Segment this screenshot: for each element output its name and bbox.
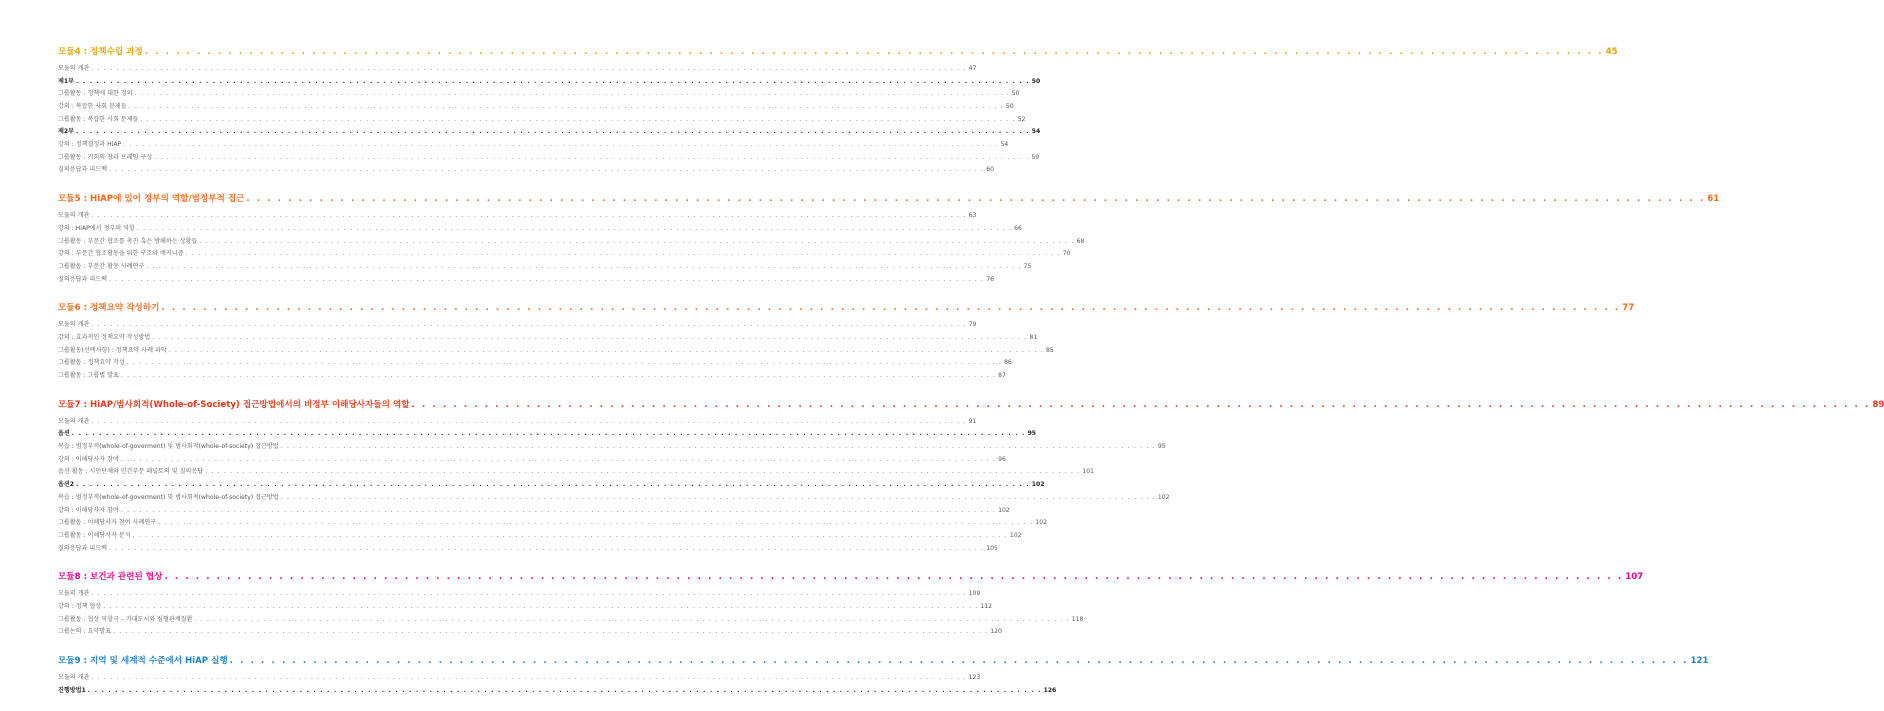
toc-entry-page-number: 102 [1035,519,1047,527]
toc-entry-title: 그룹논의 : 요약발표 [58,628,112,636]
toc-entry-page-number: 105 [986,544,998,552]
toc-entry[interactable] [58,467,1094,480]
toc-entry-title: 강의 : 이해당사자 참여 [58,506,119,514]
table-of-contents [58,44,1884,711]
module-heading-title: 모듈8 : 보건과 관련된 협상 [58,572,163,583]
toc-entry-page-number: 123 [968,674,981,682]
toc-entry-title: 그룹활동 : 이해당사자 분석 [58,531,131,539]
toc-entry[interactable] [58,543,998,556]
toc-entry-title: 모듈의 개관 [58,212,90,220]
toc-entry-title: 그룹활동 : 협상 역할극 – 거대도시와 심혈관계질환 [58,615,193,623]
toc-entry-title: 강의 : 부문간 협조활동을 위한 구조와 메커니즘 [58,250,184,258]
module-section [58,397,1884,556]
toc-part-heading[interactable] [58,76,1041,89]
toc-entry[interactable] [58,332,1038,345]
toc-entry-title: 모듈의 개관 [58,674,90,682]
toc-entry-page-number: 79 [968,321,977,329]
toc-part-heading-page-number: 126 [1043,686,1057,694]
module-heading-title: 모듈9 : 지역 및 세계적 수준에서 HiAP 실행 [58,656,228,667]
toc-part-heading[interactable] [58,685,1057,698]
toc-entry-title: 강의 : 이해당사자 참여 [58,455,119,463]
toc-entry-page-number: 59 [1031,153,1040,161]
toc-part-heading-page-number: 95 [1027,430,1037,438]
toc-part-heading[interactable] [58,428,1037,441]
dot-leader: . . . . . . . . . . . . . . . . . . . . . . . . . . . . . . . . . . . . . . . . . . . . . . . . . . . . . . . . . . . . . . . . . . . . . . . . . . . . . . . . . . . . . . . . . . . . . . . . . . . . . . . . . . . . . . . . . . . . . . . . . . . . . . . . . . . . . . . . . . . . [199,237,1075,245]
toc-entry[interactable] [58,345,1054,358]
module-heading-page-number: 107 [1625,572,1644,583]
module-heading-title: 모듈7 : HiAP/범사회적(Whole-of-Society) 접근방법에서의 비정부 이해당사자들의 역할 [58,399,410,410]
dot-leader: . . . . . . . . . . . . . . . . . . . . . . . . . . . . . . . . . . . . . . . . . . . . . . . . . . . . . . . . . . . . . . . . . . . . . . . . . . . . . . . . . . . . . . . . . . . . . . . . . . . . . . . . . . . . . . . . . . . . . . . . . . . . . . . . . . . . . . . . . . . . [76,77,1030,85]
module-heading[interactable] [58,397,1884,413]
dot-leader: . . . . . . . . . . . . . . . . . . . . . . . . . . . . . . . . . . . . . . . . . . . . . . . . . . . . . . . . . . . . . . . . . . . . . . . . . . . . . . . . . . . . . . . . . . . . . . . . . . . . . . . . . . . . . . . . . . . . . . . . . . . . . . . . . . . . . . . . . . . . [158,519,1034,527]
toc-entry[interactable] [58,152,1040,165]
dot-leader: . . . . . . . . . . . . . . . . . . . . . . . . . . . . . . . . . . . . . . . . . . . . . . . . . . . . . . . . . . . . . . . . . . . . . . . . . . . . . . . . . . . . . . . . . . . . . . . . . . . . . . . . . . . . . . . . . . . . . . . . . . . . . . . . . . . . . . . . . . . . [146,262,1022,270]
toc-entry[interactable] [58,88,1020,101]
dot-leader: . . . . . . . . . . . . . . . . . . . . . . . . . . . . . . . . . . . . . . . . . . . . . . . . . . . . . . . . . . . . . . . . . . . . . . . . . . . . . . . . . . . . . . . . . . . . . . . . . . . . . . . . . . . . . . . . . . . . . . . . . . . . . . . . . . . . . . . . . . . . [128,103,1004,111]
dot-leader: . . . . . . . . . . . . . . . . . . . . . . . . . . . . . . . . . . . . . . . . . . . . . . . . . . . . . . . . . . . . . . . . . . . . . . . . . . . . . . . . . . . . . . . . . . . . . . . . . . . . . . . . . . . . . . . . . . . . . . . . . . . . . . . . . . . . . . . . . . . . [411,399,1871,410]
toc-part-heading-title: 진행방법1 [58,686,86,694]
module-heading-page-number: 121 [1690,656,1709,667]
dot-leader: . . . . . . . . . . . . . . . . . . . . . . . . . . . . . . . . . . . . . . . . . . . . . . . . . . . . . . . . . . . . . . . . . . . . . . . . . . . . . . . . . . . . . . . . . . . . . . . . . . . . . . . . . . . . . . . . . . . . . . . . . . . . . . . . . . . . . . . . . . . . [113,628,989,636]
toc-entry-page-number: 87 [998,372,1006,380]
module-heading-page-number: 61 [1707,194,1720,205]
toc-entry-page-number: 75 [1023,262,1032,270]
dot-leader: . . . . . . . . . . . . . . . . . . . . . . . . . . . . . . . . . . . . . . . . . . . . . . . . . . . . . . . . . . . . . . . . . . . . . . . . . . . . . . . . . . . . . . . . . . . . . . . . . . . . . . . . . . . . . . . . . . . . . . . . . . . . . . . . . . . . . . . . . . . . [91,590,967,598]
toc-entry[interactable] [58,505,1010,518]
toc-entry-title: 그룹활동 : 복잡한 사회 문제들 [58,115,139,123]
dot-leader: . . . . . . . . . . . . . . . . . . . . . . . . . . . . . . . . . . . . . . . . . . . . . . . . . . . . . . . . . . . . . . . . . . . . . . . . . . . . . . . . . . . . . . . . . . . . . . . . . . . . . . . . . . . . . . . . . . . . . . . . . . . . . . . . . . . . . . . . . . . . [71,430,1026,438]
toc-entry-title: 옵션 활동 : 시민단체와 민간부문 패널토의 및 질의응답 [58,468,204,476]
toc-entry[interactable] [58,588,981,601]
toc-entry-page-number: 52 [1017,115,1026,123]
module-heading[interactable] [58,44,1618,60]
toc-entry-page-number: 85 [1045,346,1054,354]
toc-part-heading-title: 옵션2 [58,481,75,489]
toc-part-heading-title: 제1부 [58,77,75,85]
dot-leader: . . . . . . . . . . . . . . . . . . . . . . . . . . . . . . . . . . . . . . . . . . . . . . . . . . . . . . . . . . . . . . . . . . . . . . . . . . . . . . . . . . . . . . . . . . . . . . . . . . . . . . . . . . . . . . . . . . . . . . . . . . . . . . . . . . . . . . . . . . . . [109,166,985,174]
toc-part-heading-title: 옵션 [58,430,70,438]
toc-entry-title: 그룹활동 : 정책에 대한 정의 [58,90,133,98]
toc-entry[interactable] [58,626,1002,639]
dot-leader: . . . . . . . . . . . . . . . . . . . . . . . . . . . . . . . . . . . . . . . . . . . . . . . . . . . . . . . . . . . . . . . . . . . . . . . . . . . . . . . . . . . . . . . . . . . . . . . . . . . . . . . . . . . . . . . . . . . . . . . . . . . . . . . . . . . . . . . . . . . . [144,47,1604,57]
dot-leader: . . . . . . . . . . . . . . . . . . . . . . . . . . . . . . . . . . . . . . . . . . . . . . . . . . . . . . . . . . . . . . . . . . . . . . . . . . . . . . . . . . . . . . . . . . . . . . . . . . . . . . . . . . . . . . . . . . . . . . . . . . . . . . . . . . . . . . . . . . . . [205,468,1081,476]
toc-part-heading-page-number: 50 [1031,77,1041,85]
toc-entry-title: 그룹활동 : 정책요약 작성 [58,359,125,367]
dot-leader: . . . . . . . . . . . . . . . . . . . . . . . . . . . . . . . . . . . . . . . . . . . . . . . . . . . . . . . . . . . . . . . . . . . . . . . . . . . . . . . . . . . . . . . . . . . . . . . . . . . . . . . . . . . . . . . . . . . . . . . . . . . . . . . . . . . . . . . . . . . . [132,531,1008,539]
toc-entry[interactable] [58,114,1026,127]
dot-leader: . . . . . . . . . . . . . . . . . . . . . . . . . . . . . . . . . . . . . . . . . . . . . . . . . . . . . . . . . . . . . . . . . . . . . . . . . . . . . . . . . . . . . . . . . . . . . . . . . . . . . . . . . . . . . . . . . . . . . . . . . . . . . . . . . . . . . . . . . . . . [120,506,997,514]
module-heading-page-number: 45 [1605,47,1618,57]
dot-leader: . . . . . . . . . . . . . . . . . . . . . . . . . . . . . . . . . . . . . . . . . . . . . . . . . . . . . . . . . . . . . . . . . . . . . . . . . . . . . . . . . . . . . . . . . . . . . . . . . . . . . . . . . . . . . . . . . . . . . . . . . . . . . . . . . . . . . . . . . . . . [140,115,1016,123]
module-heading[interactable] [58,191,1720,207]
dot-leader: . . . . . . . . . . . . . . . . . . . . . . . . . . . . . . . . . . . . . . . . . . . . . . . . . . . . . . . . . . . . . . . . . . . . . . . . . . . . . . . . . . . . . . . . . . . . . . . . . . . . . . . . . . . . . . . . . . . . . . . . . . . . . . . . . . . . . . . . . . . . [120,372,997,380]
toc-entry-title: 그룹활동 : 이해당사자 참여 사례연구 [58,519,157,527]
dot-leader: . . . . . . . . . . . . . . . . . . . . . . . . . . . . . . . . . . . . . . . . . . . . . . . . . . . . . . . . . . . . . . . . . . . . . . . . . . . . . . . . . . . . . . . . . . . . . . . . . . . . . . . . . . . . . . . . . . . . . . . . . . . . . . . . . . . . . . . . . . . . [161,303,1621,314]
toc-entry[interactable] [58,454,1006,467]
toc-entry-page-number: 60 [986,166,995,174]
toc-entry[interactable] [58,517,1047,530]
toc-entry-page-number: 101 [1082,468,1094,476]
toc-entry[interactable] [58,63,977,76]
toc-entry-title: 모듈의 개관 [58,590,90,598]
dot-leader: . . . . . . . . . . . . . . . . . . . . . . . . . . . . . . . . . . . . . . . . . . . . . . . . . . . . . . . . . . . . . . . . . . . . . . . . . . . . . . . . . . . . . . . . . . . . . . . . . . . . . . . . . . . . . . . . . . . . . . . . . . . . . . . . . . . . . . . . . . . . [134,90,1010,98]
toc-part-heading[interactable] [58,126,1041,139]
toc-entry-title: 그룹활동 : 부문간 활동 사례연구 [58,262,145,270]
toc-entry-page-number: 109 [968,590,981,598]
toc-entry[interactable] [58,441,1166,454]
toc-entry[interactable] [58,672,981,685]
dot-leader: . . . . . . . . . . . . . . . . . . . . . . . . . . . . . . . . . . . . . . . . . . . . . . . . . . . . . . . . . . . . . . . . . . . . . . . . . . . . . . . . . . . . . . . . . . . . . . . . . . . . . . . . . . . . . . . . . . . . . . . . . . . . . . . . . . . . . . . . . . . . [152,333,1028,341]
dot-leader: . . . . . . . . . . . . . . . . . . . . . . . . . . . . . . . . . . . . . . . . . . . . . . . . . . . . . . . . . . . . . . . . . . . . . . . . . . . . . . . . . . . . . . . . . . . . . . . . . . . . . . . . . . . . . . . . . . . . . . . . . . . . . . . . . . . . . . . . . . . . [91,674,967,682]
dot-leader: . . . . . . . . . . . . . . . . . . . . . . . . . . . . . . . . . . . . . . . . . . . . . . . . . . . . . . . . . . . . . . . . . . . . . . . . . . . . . . . . . . . . . . . . . . . . . . . . . . . . . . . . . . . . . . . . . . . . . . . . . . . . . . . . . . . . . . . . . . . . [280,443,1156,451]
dot-leader: . . . . . . . . . . . . . . . . . . . . . . . . . . . . . . . . . . . . . . . . . . . . . . . . . . . . . . . . . . . . . . . . . . . . . . . . . . . . . . . . . . . . . . . . . . . . . . . . . . . . . . . . . . . . . . . . . . . . . . . . . . . . . . . . . . . . . . . . . . . . [103,602,979,610]
module-heading[interactable] [58,300,1635,316]
toc-entry[interactable] [58,139,1009,152]
dot-leader: . . . . . . . . . . . . . . . . . . . . . . . . . . . . . . . . . . . . . . . . . . . . . . . . . . . . . . . . . . . . . . . . . . . . . . . . . . . . . . . . . . . . . . . . . . . . . . . . . . . . . . . . . . . . . . . . . . . . . . . . . . . . . . . . . . . . . . . . . . . . [120,455,997,463]
dot-leader: . . . . . . . . . . . . . . . . . . . . . . . . . . . . . . . . . . . . . . . . . . . . . . . . . . . . . . . . . . . . . . . . . . . . . . . . . . . . . . . . . . . . . . . . . . . . . . . . . . . . . . . . . . . . . . . . . . . . . . . . . . . . . . . . . . . . . . . . . . . . [109,544,985,552]
toc-entry-page-number: 76 [986,275,995,283]
module-section [58,653,1709,697]
dot-leader: . . . . . . . . . . . . . . . . . . . . . . . . . . . . . . . . . . . . . . . . . . . . . . . . . . . . . . . . . . . . . . . . . . . . . . . . . . . . . . . . . . . . . . . . . . . . . . . . . . . . . . . . . . . . . . . . . . . . . . . . . . . . . . . . . . . . . . . . . . . . [91,321,967,329]
toc-entry-title: 강의 : 정책 협상 [58,602,102,610]
dot-leader: . . . . . . . . . . . . . . . . . . . . . . . . . . . . . . . . . . . . . . . . . . . . . . . . . . . . . . . . . . . . . . . . . . . . . . . . . . . . . . . . . . . . . . . . . . . . . . . . . . . . . . . . . . . . . . . . . . . . . . . . . . . . . . . . . . . . . . . . . . . . [280,493,1156,501]
dot-leader: . . . . . . . . . . . . . . . . . . . . . . . . . . . . . . . . . . . . . . . . . . . . . . . . . . . . . . . . . . . . . . . . . . . . . . . . . . . . . . . . . . . . . . . . . . . . . . . . . . . . . . . . . . . . . . . . . . . . . . . . . . . . . . . . . . . . . . . . . . . . [246,194,1706,205]
toc-entry-page-number: 118 [1071,615,1084,623]
toc-entry[interactable] [58,614,1084,627]
dot-leader: . . . . . . . . . . . . . . . . . . . . . . . . . . . . . . . . . . . . . . . . . . . . . . . . . . . . . . . . . . . . . . . . . . . . . . . . . . . . . . . . . . . . . . . . . . . . . . . . . . . . . . . . . . . . . . . . . . . . . . . . . . . . . . . . . . . . . . . . . . . . [91,417,967,425]
module-heading-page-number: 89 [1872,399,1884,410]
toc-entry-page-number: 86 [1003,359,1012,367]
module-section [58,300,1635,382]
module-heading[interactable] [58,653,1709,669]
toc-entry-page-number: 50 [1005,103,1014,111]
dot-leader: . . . . . . . . . . . . . . . . . . . . . . . . . . . . . . . . . . . . . . . . . . . . . . . . . . . . . . . . . . . . . . . . . . . . . . . . . . . . . . . . . . . . . . . . . . . . . . . . . . . . . . . . . . . . . . . . . . . . . . . . . . . . . . . . . . . . . . . . . . . . [91,64,967,72]
toc-entry-page-number: 102 [1009,531,1022,539]
toc-entry[interactable] [58,530,1022,543]
toc-entry-page-number: 81 [1029,333,1038,341]
toc-entry-page-number: 95 [1157,443,1166,451]
toc-part-heading-title: 제2부 [58,128,75,136]
dot-leader: . . . . . . . . . . . . . . . . . . . . . . . . . . . . . . . . . . . . . . . . . . . . . . . . . . . . . . . . . . . . . . . . . . . . . . . . . . . . . . . . . . . . . . . . . . . . . . . . . . . . . . . . . . . . . . . . . . . . . . . . . . . . . . . . . . . . . . . . . . . . [76,481,1030,489]
dot-leader: . . . . . . . . . . . . . . . . . . . . . . . . . . . . . . . . . . . . . . . . . . . . . . . . . . . . . . . . . . . . . . . . . . . . . . . . . . . . . . . . . . . . . . . . . . . . . . . . . . . . . . . . . . . . . . . . . . . . . . . . . . . . . . . . . . . . . . . . . . . . [109,275,985,283]
toc-entry[interactable] [58,274,995,287]
toc-entry-title: 복습 : 범정부적(whole-of-goverment) 및 범사회적(whole-of-society) 접근방법 [58,443,279,451]
toc-entry[interactable] [58,357,1012,370]
dot-leader: . . . . . . . . . . . . . . . . . . . . . . . . . . . . . . . . . . . . . . . . . . . . . . . . . . . . . . . . . . . . . . . . . . . . . . . . . . . . . . . . . . . . . . . . . . . . . . . . . . . . . . . . . . . . . . . . . . . . . . . . . . . . . . . . . . . . . . . . . . . . [123,141,999,149]
toc-entry[interactable] [58,370,1006,383]
toc-entry[interactable] [58,236,1085,249]
toc-entry-title: 질의응답과 피드백 [58,275,108,283]
toc-entry-page-number: 112 [980,602,993,610]
dot-leader: . . . . . . . . . . . . . . . . . . . . . . . . . . . . . . . . . . . . . . . . . . . . . . . . . . . . . . . . . . . . . . . . . . . . . . . . . . . . . . . . . . . . . . . . . . . . . . . . . . . . . . . . . . . . . . . . . . . . . . . . . . . . . . . . . . . . . . . . . . . . [229,656,1689,667]
dot-leader: . . . . . . . . . . . . . . . . . . . . . . . . . . . . . . . . . . . . . . . . . . . . . . . . . . . . . . . . . . . . . . . . . . . . . . . . . . . . . . . . . . . . . . . . . . . . . . . . . . . . . . . . . . . . . . . . . . . . . . . . . . . . . . . . . . . . . . . . . . . . [91,212,967,220]
dot-leader: . . . . . . . . . . . . . . . . . . . . . . . . . . . . . . . . . . . . . . . . . . . . . . . . . . . . . . . . . . . . . . . . . . . . . . . . . . . . . . . . . . . . . . . . . . . . . . . . . . . . . . . . . . . . . . . . . . . . . . . . . . . . . . . . . . . . . . . . . . . . [194,615,1070,623]
module-heading-title: 모듈6 : 정책요약 작성하기 [58,303,160,314]
toc-entry[interactable] [58,248,1071,261]
module-heading-page-number: 77 [1622,303,1635,314]
toc-entry-title: 강의 : HiAP에서 정부의 역할 [58,224,135,232]
toc-entry-title: 강의 : 복잡한 사회 문제들 [58,103,127,111]
module-section [58,44,1618,177]
dot-leader: . . . . . . . . . . . . . . . . . . . . . . . . . . . . . . . . . . . . . . . . . . . . . . . . . . . . . . . . . . . . . . . . . . . . . . . . . . . . . . . . . . . . . . . . . . . . . . . . . . . . . . . . . . . . . . . . . . . . . . . . . . . . . . . . . . . . . . . . . . . . [185,250,1061,258]
toc-entry-page-number: 68 [1076,237,1085,245]
dot-leader: . . . . . . . . . . . . . . . . . . . . . . . . . . . . . . . . . . . . . . . . . . . . . . . . . . . . . . . . . . . . . . . . . . . . . . . . . . . . . . . . . . . . . . . . . . . . . . . . . . . . . . . . . . . . . . . . . . . . . . . . . . . . . . . . . . . . . . . . . . . . [164,572,1624,583]
toc-entry-title: 강의 : 효과적인 정책요약 작성방법 [58,333,151,341]
toc-part-heading-page-number: 54 [1031,128,1041,136]
toc-entry-page-number: 102 [998,506,1010,514]
toc-entry-page-number: 66 [1014,224,1022,232]
toc-entry-page-number: 96 [998,455,1006,463]
toc-part-heading[interactable] [58,479,1045,492]
toc-entry-page-number: 102 [1157,493,1170,501]
toc-entry-title: 질의응답과 피드백 [58,544,108,552]
toc-entry-title: 그룹활동(선택사항) : 정책요약 사례 파악 [58,346,167,354]
dot-leader: . . . . . . . . . . . . . . . . . . . . . . . . . . . . . . . . . . . . . . . . . . . . . . . . . . . . . . . . . . . . . . . . . . . . . . . . . . . . . . . . . . . . . . . . . . . . . . . . . . . . . . . . . . . . . . . . . . . . . . . . . . . . . . . . . . . . . . . . . . . . [87,686,1042,694]
toc-entry-title: 질의응답과 피드백 [58,166,108,174]
toc-entry[interactable] [58,492,1170,505]
toc-entry-page-number: 91 [968,417,977,425]
module-section [58,569,1644,639]
toc-entry-page-number: 63 [968,212,977,220]
toc-entry-title: 모듈의 개관 [58,64,90,72]
toc-entry-title: 그룹활동 : 그룹별 발표 [58,372,119,380]
toc-entry-title: 모듈의 개관 [58,321,90,329]
toc-entry[interactable] [58,210,977,223]
toc-entry[interactable] [58,416,977,429]
toc-entry[interactable] [58,165,995,178]
module-section [58,191,1720,286]
module-heading-title: 모듈5 : HiAP에 있어 정부의 역할/범정부적 접근 [58,194,245,205]
dot-leader: . . . . . . . . . . . . . . . . . . . . . . . . . . . . . . . . . . . . . . . . . . . . . . . . . . . . . . . . . . . . . . . . . . . . . . . . . . . . . . . . . . . . . . . . . . . . . . . . . . . . . . . . . . . . . . . . . . . . . . . . . . . . . . . . . . . . . . . . . . . . [154,153,1030,161]
toc-part-heading-page-number: 102 [1031,481,1045,489]
toc-entry-title: 복습 : 범정부적(whole-of-goverment) 및 범사회적(whole-of-society) 접근방법 [58,493,279,501]
toc-entry-page-number: 54 [1000,141,1009,149]
toc-entry-page-number: 120 [990,628,1002,636]
toc-entry-page-number: 47 [968,64,977,72]
toc-entry-title: 강의 : 정책결정과 HiAP [58,141,122,149]
dot-leader: . . . . . . . . . . . . . . . . . . . . . . . . . . . . . . . . . . . . . . . . . . . . . . . . . . . . . . . . . . . . . . . . . . . . . . . . . . . . . . . . . . . . . . . . . . . . . . . . . . . . . . . . . . . . . . . . . . . . . . . . . . . . . . . . . . . . . . . . . . . . [168,346,1044,354]
toc-entry[interactable] [58,601,993,614]
dot-leader: . . . . . . . . . . . . . . . . . . . . . . . . . . . . . . . . . . . . . . . . . . . . . . . . . . . . . . . . . . . . . . . . . . . . . . . . . . . . . . . . . . . . . . . . . . . . . . . . . . . . . . . . . . . . . . . . . . . . . . . . . . . . . . . . . . . . . . . . . . . . [76,128,1030,136]
toc-entry-page-number: 50 [1011,90,1020,98]
dot-leader: . . . . . . . . . . . . . . . . . . . . . . . . . . . . . . . . . . . . . . . . . . . . . . . . . . . . . . . . . . . . . . . . . . . . . . . . . . . . . . . . . . . . . . . . . . . . . . . . . . . . . . . . . . . . . . . . . . . . . . . . . . . . . . . . . . . . . . . . . . . . [126,359,1002,367]
toc-entry[interactable] [58,101,1014,114]
dot-leader: . . . . . . . . . . . . . . . . . . . . . . . . . . . . . . . . . . . . . . . . . . . . . . . . . . . . . . . . . . . . . . . . . . . . . . . . . . . . . . . . . . . . . . . . . . . . . . . . . . . . . . . . . . . . . . . . . . . . . . . . . . . . . . . . . . . . . . . . . . . . [136,224,1013,232]
module-heading[interactable] [58,569,1644,585]
toc-entry[interactable] [58,319,977,332]
toc-entry[interactable] [58,261,1032,274]
module-heading-title: 모듈4 : 정책수립 과정 [58,47,143,57]
toc-entry[interactable] [58,223,1022,236]
toc-entry-page-number: 70 [1062,250,1071,258]
toc-entry-title: 모듈의 개관 [58,417,90,425]
toc-entry-title: 그룹활동 : 기회의 창과 프레임 구성 [58,153,153,161]
toc-entry-title: 그룹활동 : 부문간 협조를 촉진 혹은 방해하는 상황들 [58,237,198,245]
